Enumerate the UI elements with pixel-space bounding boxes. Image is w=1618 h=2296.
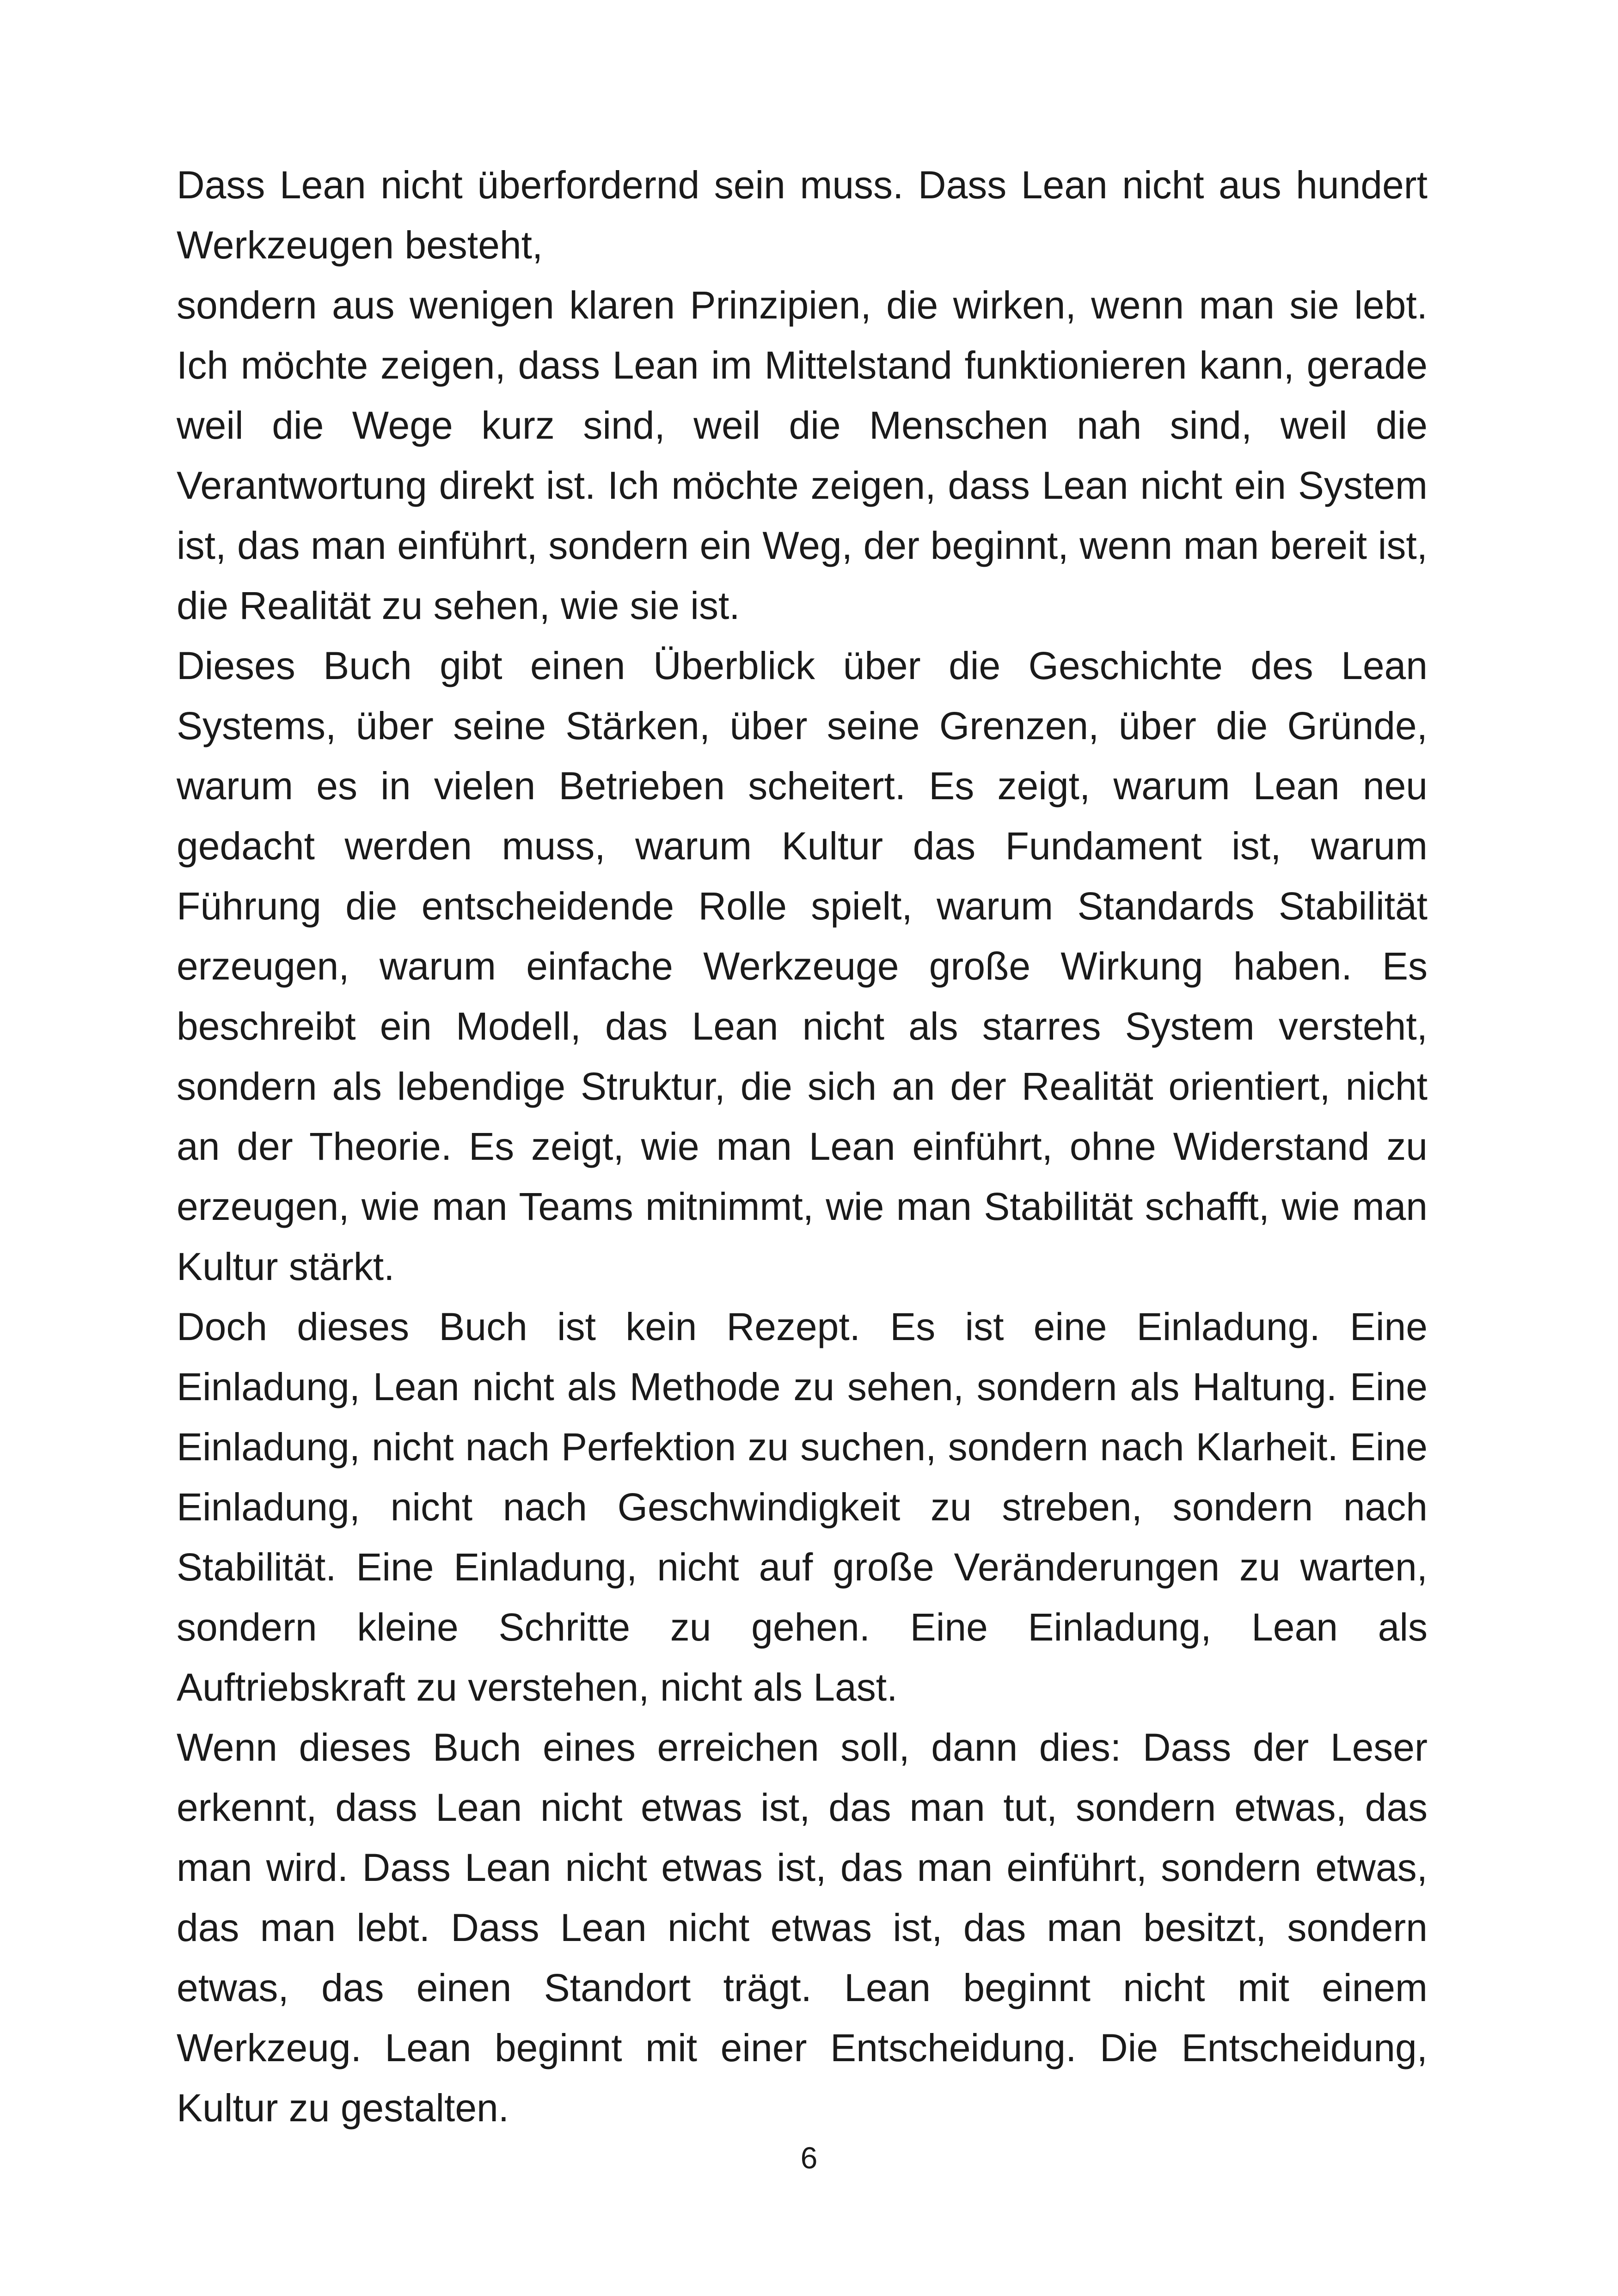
paragraph: Doch dieses Buch ist kein Rezept. Es ist eine Einladung. Eine Einladung, Lean nicht als Methode zu sehen, sondern als Haltung. Eine Einladung, nicht nach Perfektion zu suchen, sondern nach Klarheit. Eine Einladung, nicht nach Geschwindigkeit zu streben, sondern nach Stabilität. Eine Einladung, nicht auf große Veränderungen zu warten, sondern kleine Schritte zu gehen. Eine Einladung, Lean als Auftriebskraft zu verstehen, nicht als Last. [177, 1305, 1428, 1709]
paragraph: Dass Lean nicht überfordernd sein muss. Dass Lean nicht aus hundert Werkzeugen besteht, [177, 163, 1428, 267]
paragraph: Wenn dieses Buch eines erreichen soll, dann dies: Dass der Leser erkennt, dass Lean nicht etwas ist, das man tut, sondern etwas, das man wird. Dass Lean nicht etwas ist, das man einführt, sondern etwas, das man lebt. Dass Lean nicht etwas ist, das man besitzt, sondern etwas, das einen Standort trägt. Lean beginnt nicht mit einem Werkzeug. Lean beginnt mit einer Entscheidung. Die Entscheidung, Kultur zu gestalten. [177, 1726, 1428, 2130]
paragraph: sondern aus wenigen klaren Prinzipien, die wirken, wenn man sie lebt. Ich möchte zeigen, dass Lean im Mittelstand funktionieren kann, gerade weil die Wege kurz sind, weil die Menschen nah sind, weil die Verantwortung direkt ist. Ich möchte zeigen, dass Lean nicht ein System ist, das man einführt, sondern ein Weg, der beginnt, wenn man bereit ist, die Realität zu sehen, wie sie ist. [177, 283, 1428, 627]
body-text [177, 155, 1428, 2138]
page-number: 6 [800, 2141, 818, 2175]
paragraph: Dieses Buch gibt einen Überblick über die Geschichte des Lean Systems, über seine Stärken, über seine Grenzen, über die Gründe, warum es in vielen Betrieben scheitert. Es zeigt, warum Lean neu gedacht werden muss, warum Kultur das Fundament ist, warum Führung die entscheidende Rolle spielt, warum Standards Stabilität erzeugen, warum einfache Werkzeuge große Wirkung haben. Es beschreibt ein Modell, das Lean nicht als starres System versteht, sondern als lebendige Struktur, die sich an der Realität orientiert, nicht an der Theorie. Es zeigt, wie man Lean einführt, ohne Widerstand zu erzeugen, wie man Teams mitnimmt, wie man Stabilität schafft, wie man Kultur stärkt. [177, 644, 1428, 1288]
